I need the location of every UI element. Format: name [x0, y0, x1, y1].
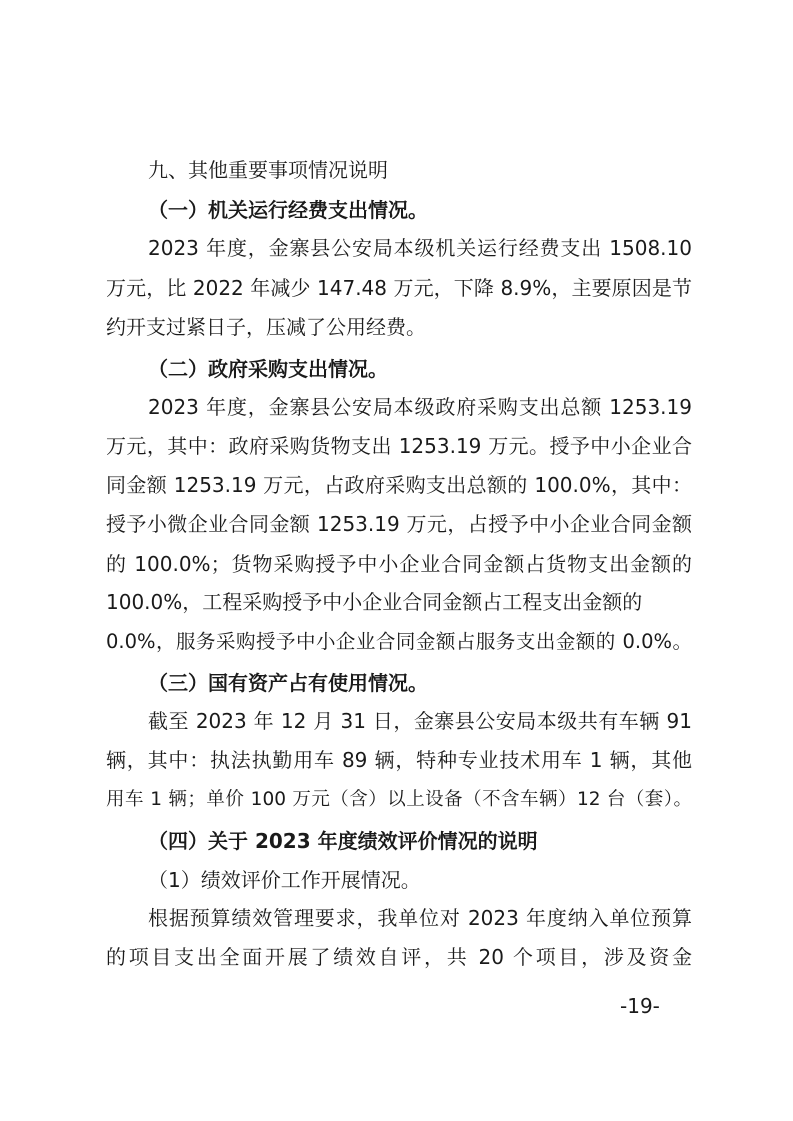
sub1-line-2: 万元，比 2022 年减少 147.48 万元，下降 8.9%，主要原因是节: [106, 276, 692, 300]
sub2-line-3: 同金额 1253.19 万元，占政府采购支出总额的 100.0%，其中：: [106, 473, 692, 497]
sub3-line-1: 截至 2023 年 12 月 31 日，金寨县公安局本级共有车辆 91: [148, 709, 692, 733]
sub3-heading: （三）国有资产占有使用情况。: [148, 671, 428, 695]
sub4-item1: （1）绩效评价工作开展情况。: [148, 868, 421, 892]
sub1-line-1: 2023 年度，金寨县公安局本级机关运行经费支出 1508.10: [148, 236, 692, 260]
sub2-line-6: 100.0%，工程采购授予中小企业合同金额占工程支出金额的: [106, 590, 643, 614]
sub2-heading: （二）政府采购支出情况。: [148, 357, 388, 381]
sub1-heading: （一）机关运行经费支出情况。: [148, 198, 428, 222]
sub4-line-2: 的项目支出全面开展了绩效自评，共 20 个项目，涉及资金: [106, 945, 692, 969]
sub3-line-3: 用车 1 辆；单价 100 万元（含）以上设备（不含车辆）12 台（套）。: [106, 789, 692, 810]
sub3-line-2: 辆，其中：执法执勤用车 89 辆，特种专业技术用车 1 辆，其他: [106, 748, 692, 772]
sub2-line-2: 万元，其中：政府采购货物支出 1253.19 万元。授予中小企业合: [106, 434, 692, 458]
sub2-line-4: 授予小微企业合同金额 1253.19 万元，占授予中小企业合同金额: [106, 512, 692, 536]
sub2-line-7: 0.0%，服务采购授予中小企业合同金额占服务支出金额的 0.0%。: [106, 630, 692, 653]
sub2-line-5: 的 100.0%；货物采购授予中小企业合同金额占货物支出金额的: [106, 552, 692, 576]
sub2-line-1: 2023 年度，金寨县公安局本级政府采购支出总额 1253.19: [148, 395, 692, 419]
sub4-line-1: 根据预算绩效管理要求，我单位对 2023 年度纳入单位预算: [148, 906, 692, 930]
sub1-line-3: 约开支过紧日子，压减了公用经费。: [106, 315, 426, 339]
section-title: 九、其他重要事项情况说明: [148, 158, 388, 182]
page-number: -19-: [620, 994, 660, 1018]
sub4-heading: （四）关于 2023 年度绩效评价情况的说明: [148, 829, 538, 853]
